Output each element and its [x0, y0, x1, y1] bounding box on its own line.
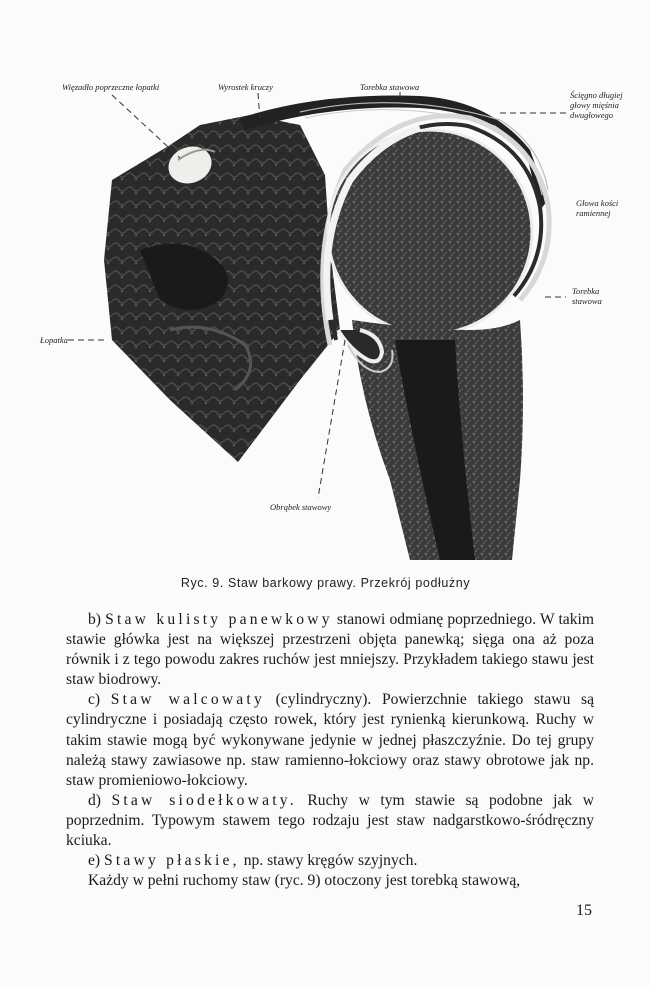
term-c: Staw walcowaty: [110, 691, 265, 709]
label-ligament: Więzadło poprzeczne łopatki: [62, 82, 160, 92]
term-b: Staw kulisty panewkowy: [105, 611, 333, 628]
page-number: 15: [576, 902, 592, 919]
paragraph-final: Każdy w pełni ruchomy staw (ryc. 9) otoczony jest torebką stawową,: [88, 872, 521, 890]
label-coracoid: Wyrostek kruczy: [218, 82, 273, 92]
term-d: Staw siodełkowaty.: [111, 791, 297, 809]
paragraph-d: d) Staw siodełkowaty. Ruchy w tym stawie są podobne jak w poprzednim. Typowym stawem tego rodzaju jest staw nadgarstkowo-śródręczny kciuka.: [66, 791, 594, 850]
label-capsule-top: Torebka stawowa: [360, 82, 420, 92]
label-capsule-right: Torebka stawowa: [572, 286, 602, 306]
body-text: [66, 610, 594, 891]
figure-caption: Ryc. 9. Staw barkowy prawy. Przekrój podłużny: [180, 576, 471, 590]
label-humeral-head: Głowa kości ramiennej: [576, 198, 619, 218]
label-scapula: Łopatka: [40, 335, 68, 345]
paragraph-b: b) Staw kulisty panewkowy stanowi odmianę poprzedniego. W takim stawie główka jest na większej przestrzeni objęta panewką; sięga ona aż poza równik i z tego powodu zakres ruchów jest mniejszy. Przykładem takiego stawu jest staw biodrowy.: [66, 611, 594, 689]
paragraph-e: e) Stawy płaskie, np. stawy kręgów szyjnych.: [88, 852, 418, 870]
label-tendon: Ścięgno długiej głowy mięśnia dwugłowego: [570, 90, 623, 120]
term-e: Stawy płaskie,: [104, 852, 240, 870]
label-labrum: Obrąbek stawowy: [270, 502, 332, 512]
paragraph-c: c) Staw walcowaty (cylindryczny). Powierzchnie takiego stawu są cylindryczne i posiadają często rowek, który jest rynienką kierunkową. Ruchy w takim stawie mogą być wykonywane jedynie w jednej płaszczyźnie. Do tej grupy należą stawy zawiasowe np. staw ramienno-łokciowy oraz stawy obrotowe jak np. staw promieniowo-łokciowy.: [66, 691, 594, 789]
